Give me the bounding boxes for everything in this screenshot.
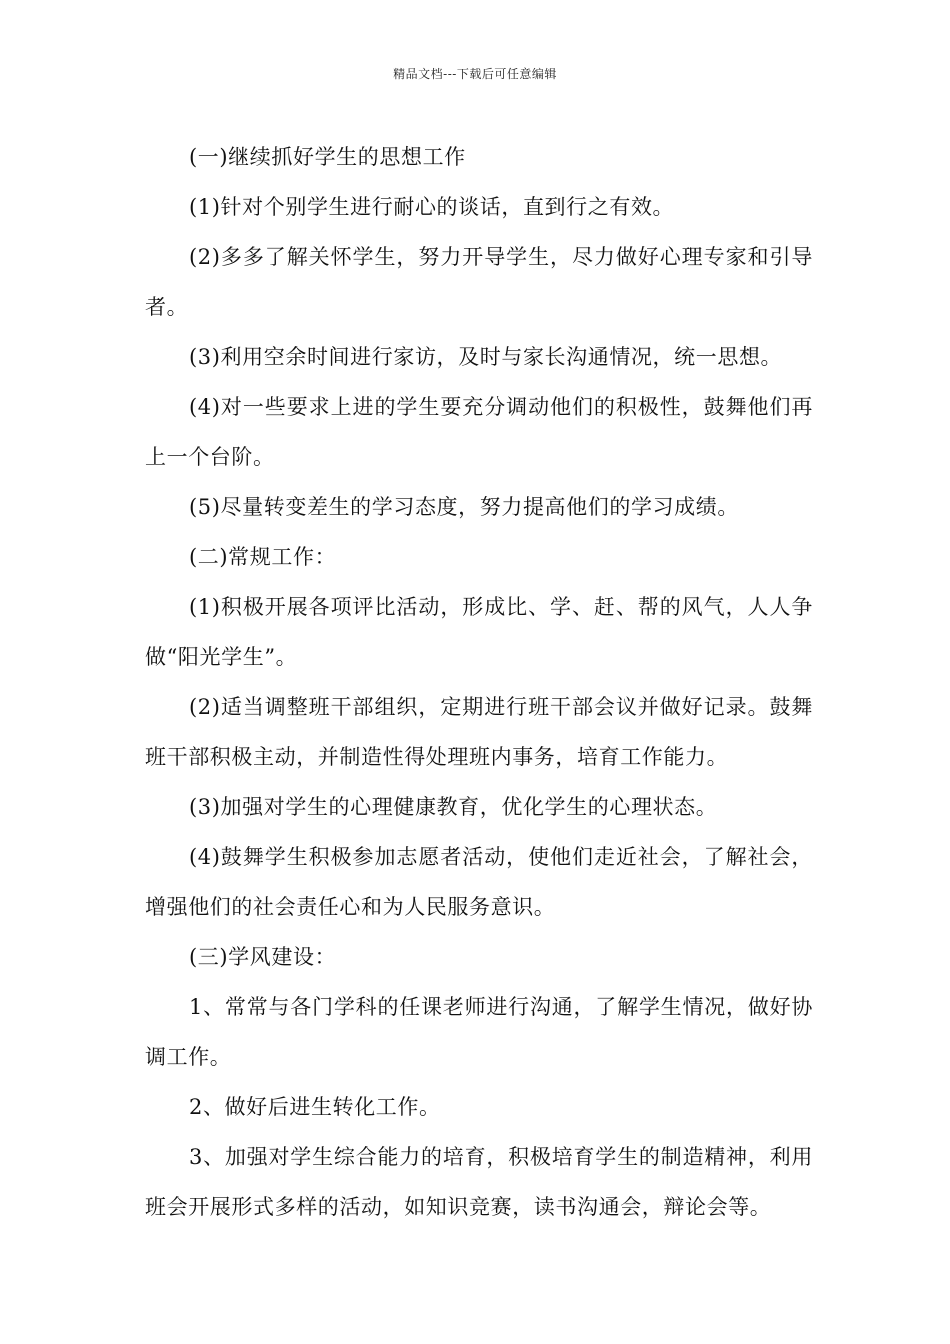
list-item: (2)多多了解关怀学生，努力开导学生，尽力做好心理专家和引导者。 xyxy=(145,245,813,319)
page-header: 精品文档---下载后可任意编辑 xyxy=(393,67,557,81)
list-item: 2、做好后进生转化工作。 xyxy=(189,1095,441,1119)
list-item: (3)利用空余时间进行家访，及时与家长沟通情况，统一思想。 xyxy=(189,345,783,369)
list-item: (1)积极开展各项评比活动，形成比、学、赶、帮的风气，人人争做“阳光学生”。 xyxy=(145,595,813,669)
list-item: 1、常常与各门学科的任课老师进行沟通，了解学生情况，做好协调工作。 xyxy=(145,995,813,1069)
section-heading-2: (二)常规工作： xyxy=(189,545,337,569)
list-item: (1)针对个别学生进行耐心的谈话，直到行之有效。 xyxy=(189,195,675,219)
list-item: (5)尽量转变差生的学习态度，努力提高他们的学习成绩。 xyxy=(189,495,739,519)
section-heading-3: (三)学风建设： xyxy=(189,945,337,969)
list-item: 3、加强对学生综合能力的培育，积极培育学生的制造精神，利用班会开展形式多样的活动，如知识竞赛，读书沟通会，辩论会等。 xyxy=(145,1145,813,1219)
list-item: (2)适当调整班干部组织，定期进行班干部会议并做好记录。鼓舞班干部积极主动，并制造性得处理班内事务，培育工作能力。 xyxy=(145,695,813,769)
section-heading-1: (一)继续抓好学生的思想工作 xyxy=(189,145,466,169)
list-item: (3)加强对学生的心理健康教育，优化学生的心理状态。 xyxy=(189,795,718,819)
document-body xyxy=(145,132,813,1232)
list-item: (4)对一些要求上进的学生要充分调动他们的积极性，鼓舞他们再上一个台阶。 xyxy=(145,395,813,469)
list-item: (4)鼓舞学生积极参加志愿者活动，使他们走近社会，了解社会，增强他们的社会责任心和为人民服务意识。 xyxy=(145,845,813,919)
